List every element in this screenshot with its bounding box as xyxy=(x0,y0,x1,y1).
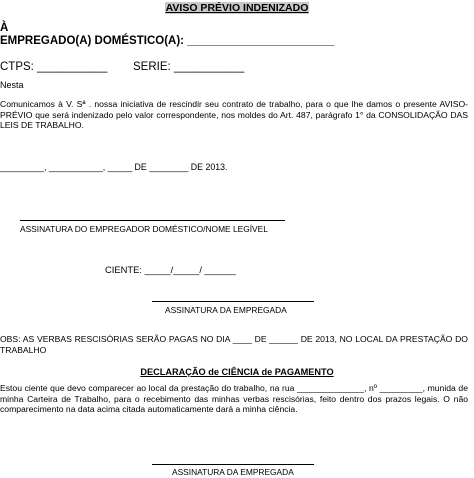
employee-signature-label: ASSINATURA DA EMPREGADA xyxy=(165,305,287,315)
recipient-prefix: À xyxy=(0,22,9,34)
nesta-label: Nesta xyxy=(0,80,24,90)
declaration-paragraph: Estou ciente que devo comparecer ao local da prestação do trabalho, na rua ______________, nº _________, munida de minha Carteira de Trabalho, para o recebimento das minhas verbas rescisórias, feito dentro dos prazos legais. O não comparecimento na data acima citada automaticamente dará a minha ciência. xyxy=(0,383,468,415)
employer-signature-line xyxy=(20,220,285,221)
employee-field-label: EMPREGADO(A) DOMÉSTICO(A): _______________________ xyxy=(0,35,335,47)
employer-signature-label: ASSINATURA DO EMPREGADOR DOMÉSTICO/NOME LEGÍVEL xyxy=(20,224,268,234)
serie-field-label: SERIE: ___________ xyxy=(133,61,245,73)
employee-signature-line xyxy=(152,301,314,302)
employee-signature-line-2 xyxy=(152,464,314,465)
document-title: AVISO PRÉVIO INDENIZADO xyxy=(165,2,309,14)
date-line: _________, ___________, _____ DE ________ DE 2013. xyxy=(0,162,228,172)
declaration-title: DECLARAÇÃO de CIÊNCIA de PAGAMENTO xyxy=(140,367,334,377)
notice-paragraph: Comunicamos à V. Sª . nossa iniciativa de rescindir seu contrato de trabalho, para o que lhe damos o presente AVISO-PRÉVIO que será indenizado pelo valor correspondente, nos moldes do Art. 487, parágrafo 1° da CONSOLIDAÇÃO DAS LEIS DE TRABALHO. xyxy=(0,99,468,131)
obs-note: OBS: AS VERBAS RESCISÓRIAS SERÃO PAGAS NO DIA ____ DE ______ DE 2013, NO LOCAL DA PRESTAÇÃO DO TRABALHO xyxy=(0,334,468,355)
employee-signature-label-2: ASSINATURA DA EMPREGADA xyxy=(172,467,294,477)
ciente-line: CIENTE: _____/_____/ ______ xyxy=(105,264,236,275)
ctps-field-label: CTPS: ___________ xyxy=(0,61,108,73)
